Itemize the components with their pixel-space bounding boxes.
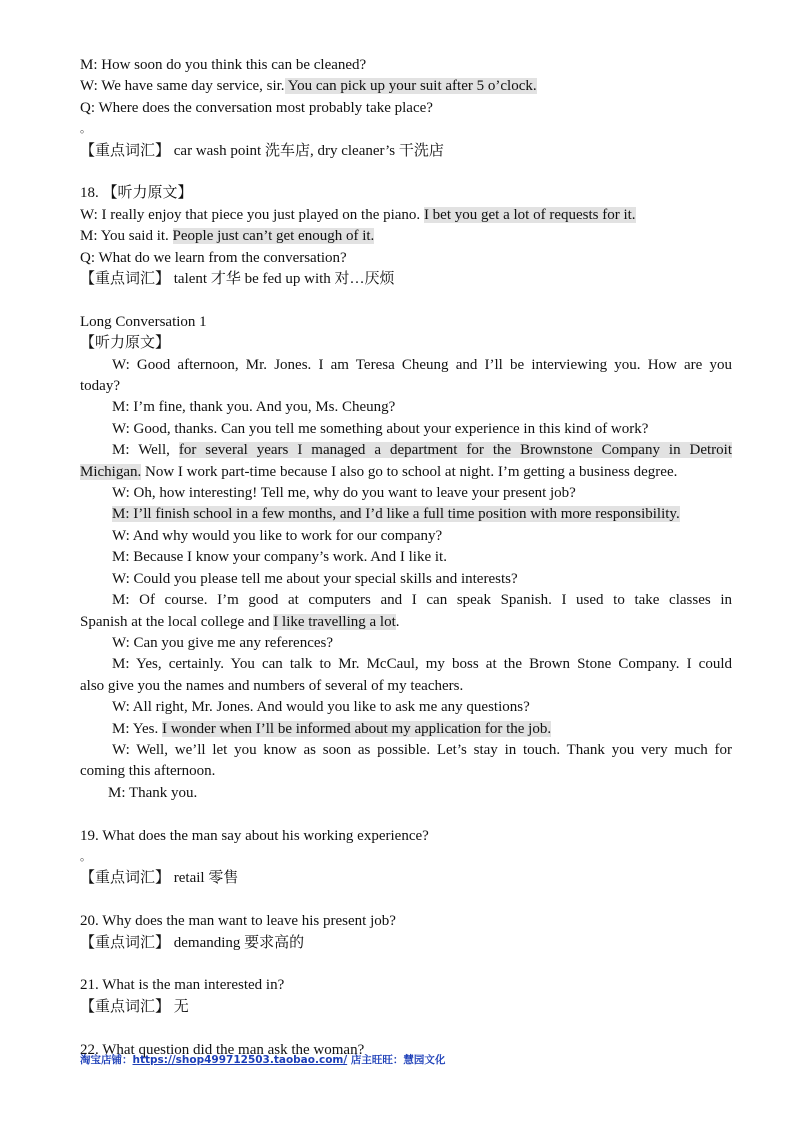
highlight: You can pick up your suit after 5 o’clock. xyxy=(284,78,537,95)
q18-man-line: M: You said it. People just can’t get enough of it. xyxy=(80,228,375,245)
q18-question: Q: What do we learn from the conversation? xyxy=(80,249,347,266)
document-page xyxy=(80,55,732,1061)
highlight: People just can’t get enough of it. xyxy=(172,228,375,245)
q17-question: Q: Where does the conversation most probably take place? xyxy=(80,99,433,116)
dialogue-line: W: Good, thanks. Can you tell me something about your experience in this kind of work? xyxy=(112,420,649,437)
dialogue-line: W: And why would you like to work for our company? xyxy=(112,527,443,544)
dialogue-line: M: Thank you. xyxy=(108,784,198,801)
q20-question: 20. Why does the man want to leave his present job? xyxy=(80,913,396,930)
dialogue-line-cont: also give you the names and numbers of several of my teachers. xyxy=(80,677,464,694)
dialogue-line: W: Could you please tell me about your special skills and interests? xyxy=(112,570,518,587)
shop-owner: 店主旺旺：慧园文化 xyxy=(347,1054,446,1066)
dialogue-line: M: Because I know your company’s work. And I like it. xyxy=(112,549,447,566)
q17-woman-line: W: We have same day service, sir. You can pick up your suit after 5 o’clock. xyxy=(80,78,537,95)
dialogue-line: W: Can you give me any references? xyxy=(112,634,334,651)
q18-heading: 18. 【听力原文】 xyxy=(80,185,193,202)
q18-vocab: 【重点词汇】 talent 才华 be fed up with 对…厌烦 xyxy=(80,271,395,288)
q18-woman-line: W: I really enjoy that piece you just played on the piano. I bet you get a lot of requests for it. xyxy=(80,206,636,223)
dialogue-line: M: I’m fine, thank you. And you, Ms. Cheung? xyxy=(112,399,396,416)
q22-question: 22. What question did the man ask the woman? xyxy=(80,1041,365,1058)
highlight: I wonder when I’ll be informed about my application for the job. xyxy=(162,720,552,737)
dialogue-line-cont: today? xyxy=(80,378,120,395)
dialogue-line xyxy=(80,504,732,525)
q20-vocab: 【重点词汇】 demanding 要求高的 xyxy=(80,934,305,951)
q17-man-line: M: How soon do you think this can be cleaned? xyxy=(80,57,367,73)
q17-vocab: 【重点词汇】 car wash point 洗车店, dry cleaner’s 干洗店 xyxy=(80,142,444,159)
dialogue-line: M: Of course. I’m good at computers and I can speak Spanish. I used to take classes in xyxy=(112,592,732,609)
dialogue-line: W: All right, Mr. Jones. And would you like to ask me any questions? xyxy=(112,699,530,716)
dialogue-line: W: Good afternoon, Mr. Jones. I am Teresa Cheung and I’ll be interviewing you. How are you xyxy=(112,356,732,373)
highlight: I bet you get a lot of requests for it. xyxy=(423,206,636,223)
highlight: for several years I managed a department for the Brownstone Company in Detroit xyxy=(178,442,733,459)
dialogue-line: M: Yes. I wonder when I’ll be informed about my application for the job. xyxy=(112,720,552,737)
q21-vocab: 【重点词汇】 无 xyxy=(80,998,189,1015)
dialogue-line: W: Oh, how interesting! Tell me, why do you want to leave your present job? xyxy=(112,485,576,502)
long-conversation-heading: 【听力原文】 xyxy=(80,335,171,352)
highlight: M: I’ll finish school in a few months, and I’d like a full time position with more responsibility. xyxy=(112,506,680,523)
q19-vocab: 【重点词汇】 retail 零售 xyxy=(80,870,239,887)
highlight: Michigan. xyxy=(80,463,142,480)
shop-label: 淘宝店铺： xyxy=(80,1054,133,1066)
q17-period-mark: 。 xyxy=(80,123,91,136)
dialogue-line-cont: Spanish at the local college and I like travelling a lot. xyxy=(80,613,400,630)
q19-period-mark: 。 xyxy=(80,850,91,863)
dialogue-line: M: Well, for several years I managed a department for the Brownstone Company in Detroit xyxy=(112,442,733,459)
shop-link[interactable]: https://shop499712503.taobao.com/ xyxy=(132,1054,348,1066)
page-footer xyxy=(80,1052,445,1067)
q21-question: 21. What is the man interested in? xyxy=(80,977,285,994)
dialogue-line-cont: coming this afternoon. xyxy=(80,763,216,780)
q19-question: 19. What does the man say about his working experience? xyxy=(80,827,429,844)
dialogue-line-cont: Michigan. Now I work part-time because I also go to school at night. I’m getting a business degree. xyxy=(80,463,678,480)
highlight: I like travelling a lot xyxy=(273,613,396,630)
dialogue-line: M: Yes, certainly. You can talk to Mr. McCaul, my boss at the Brown Stone Company. I could xyxy=(112,656,732,673)
long-conversation-title: Long Conversation 1 xyxy=(80,313,207,330)
dialogue-line: W: Well, we’ll let you know as soon as possible. Let’s stay in touch. Thank you very much for xyxy=(112,741,732,758)
